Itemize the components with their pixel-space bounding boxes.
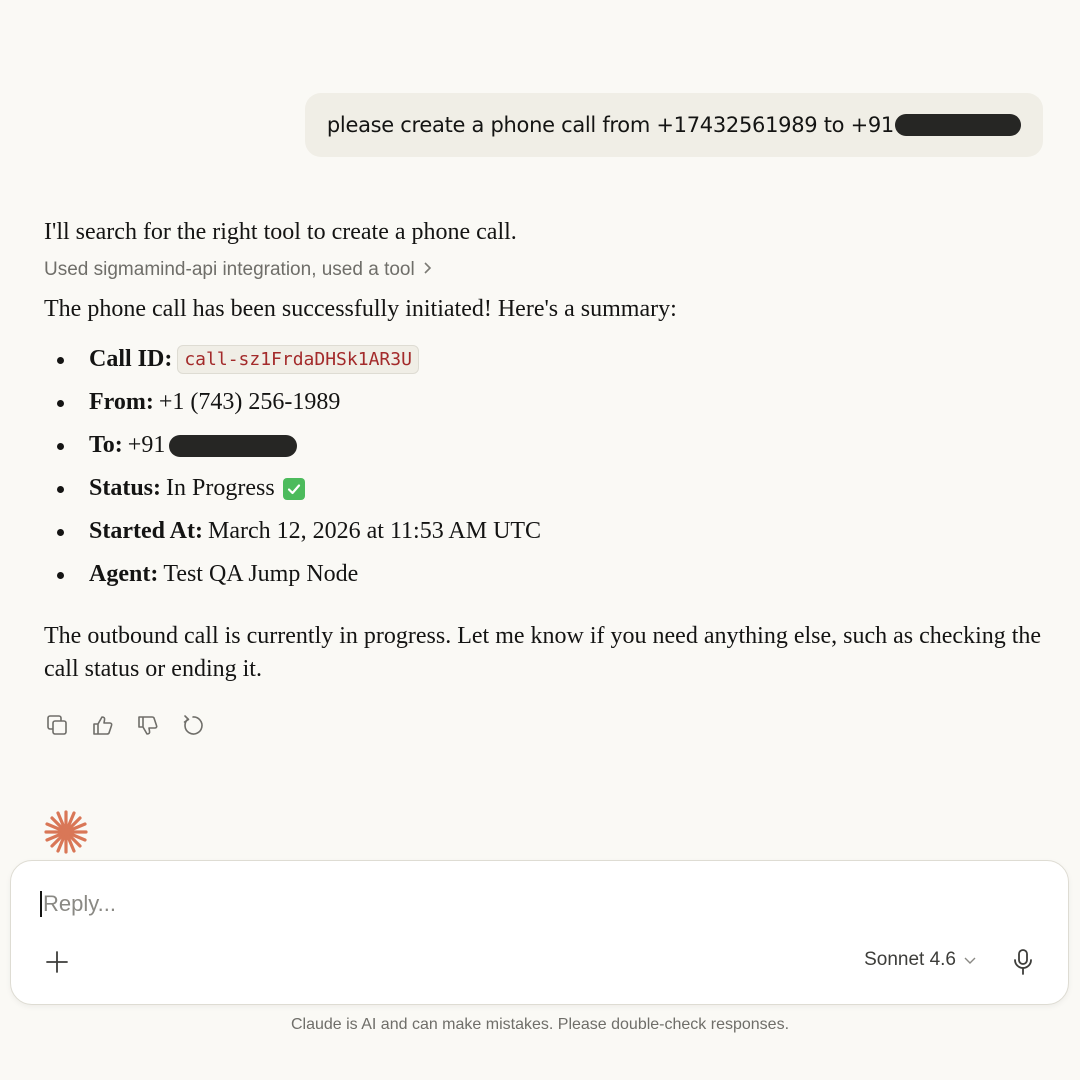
to-value: +91: [127, 432, 166, 458]
ai-disclaimer: Claude is AI and can make mistakes. Please double-check responses.: [290, 1016, 790, 1033]
reply-composer: [10, 860, 1069, 1005]
list-item-agent: [44, 553, 1044, 596]
from-label: From:: [89, 389, 154, 415]
call-summary-list: [44, 338, 1044, 596]
check-mark-icon: [283, 478, 305, 500]
to-label: To:: [89, 432, 123, 458]
assistant-outro: The outbound call is currently in progress. Let me know if you need anything else, such as checking the call status or ending it.: [44, 623, 1042, 682]
tool-usage-label: Used sigmamind-api integration, used a tool: [44, 259, 415, 280]
tool-usage-toggle[interactable]: [44, 259, 1044, 281]
started-at-value: March 12, 2026 at 11:53 AM UTC: [207, 518, 542, 544]
chevron-down-icon: [964, 949, 976, 971]
thumbs-down-icon[interactable]: [136, 714, 159, 737]
status-label: Status:: [89, 475, 162, 501]
claude-spark-icon: [43, 809, 89, 855]
model-selector[interactable]: [864, 949, 976, 971]
copy-icon[interactable]: [46, 714, 69, 737]
call-id-value: call-sz1FrdaDHSk1AR3U: [177, 345, 419, 374]
redacted-phone-number: [895, 114, 1021, 136]
redacted-phone-number: [169, 435, 297, 457]
message-actions: [46, 714, 1044, 737]
list-item-to: [44, 424, 1044, 467]
agent-label: Agent:: [89, 561, 159, 587]
agent-value: Test QA Jump Node: [163, 561, 359, 587]
assistant-message: [44, 216, 1044, 737]
user-message-bubble: [305, 93, 1043, 157]
list-item-from: [44, 381, 1044, 424]
chevron-right-icon: [423, 261, 433, 280]
status-value: In Progress: [166, 475, 275, 501]
started-at-label: Started At:: [89, 518, 203, 544]
from-value: +1 (743) 256-1989: [158, 389, 341, 415]
call-id-label: Call ID:: [89, 346, 173, 372]
plus-icon[interactable]: [45, 950, 69, 974]
thumbs-up-icon[interactable]: [91, 714, 114, 737]
summary-intro: The phone call has been successfully initiated! Here's a summary:: [44, 296, 677, 322]
list-item-call-id: [44, 338, 1044, 381]
list-item-started-at: [44, 510, 1044, 553]
list-item-status: [44, 467, 1044, 510]
retry-icon[interactable]: [181, 714, 204, 737]
assistant-intro: I'll search for the right tool to create a phone call.: [44, 219, 517, 245]
reply-input[interactable]: Reply...: [40, 891, 116, 917]
microphone-icon[interactable]: [1011, 948, 1035, 976]
user-message-text: please create a phone call from +17432561989 to +91: [326, 113, 894, 137]
model-name: Sonnet 4.6: [864, 949, 956, 970]
